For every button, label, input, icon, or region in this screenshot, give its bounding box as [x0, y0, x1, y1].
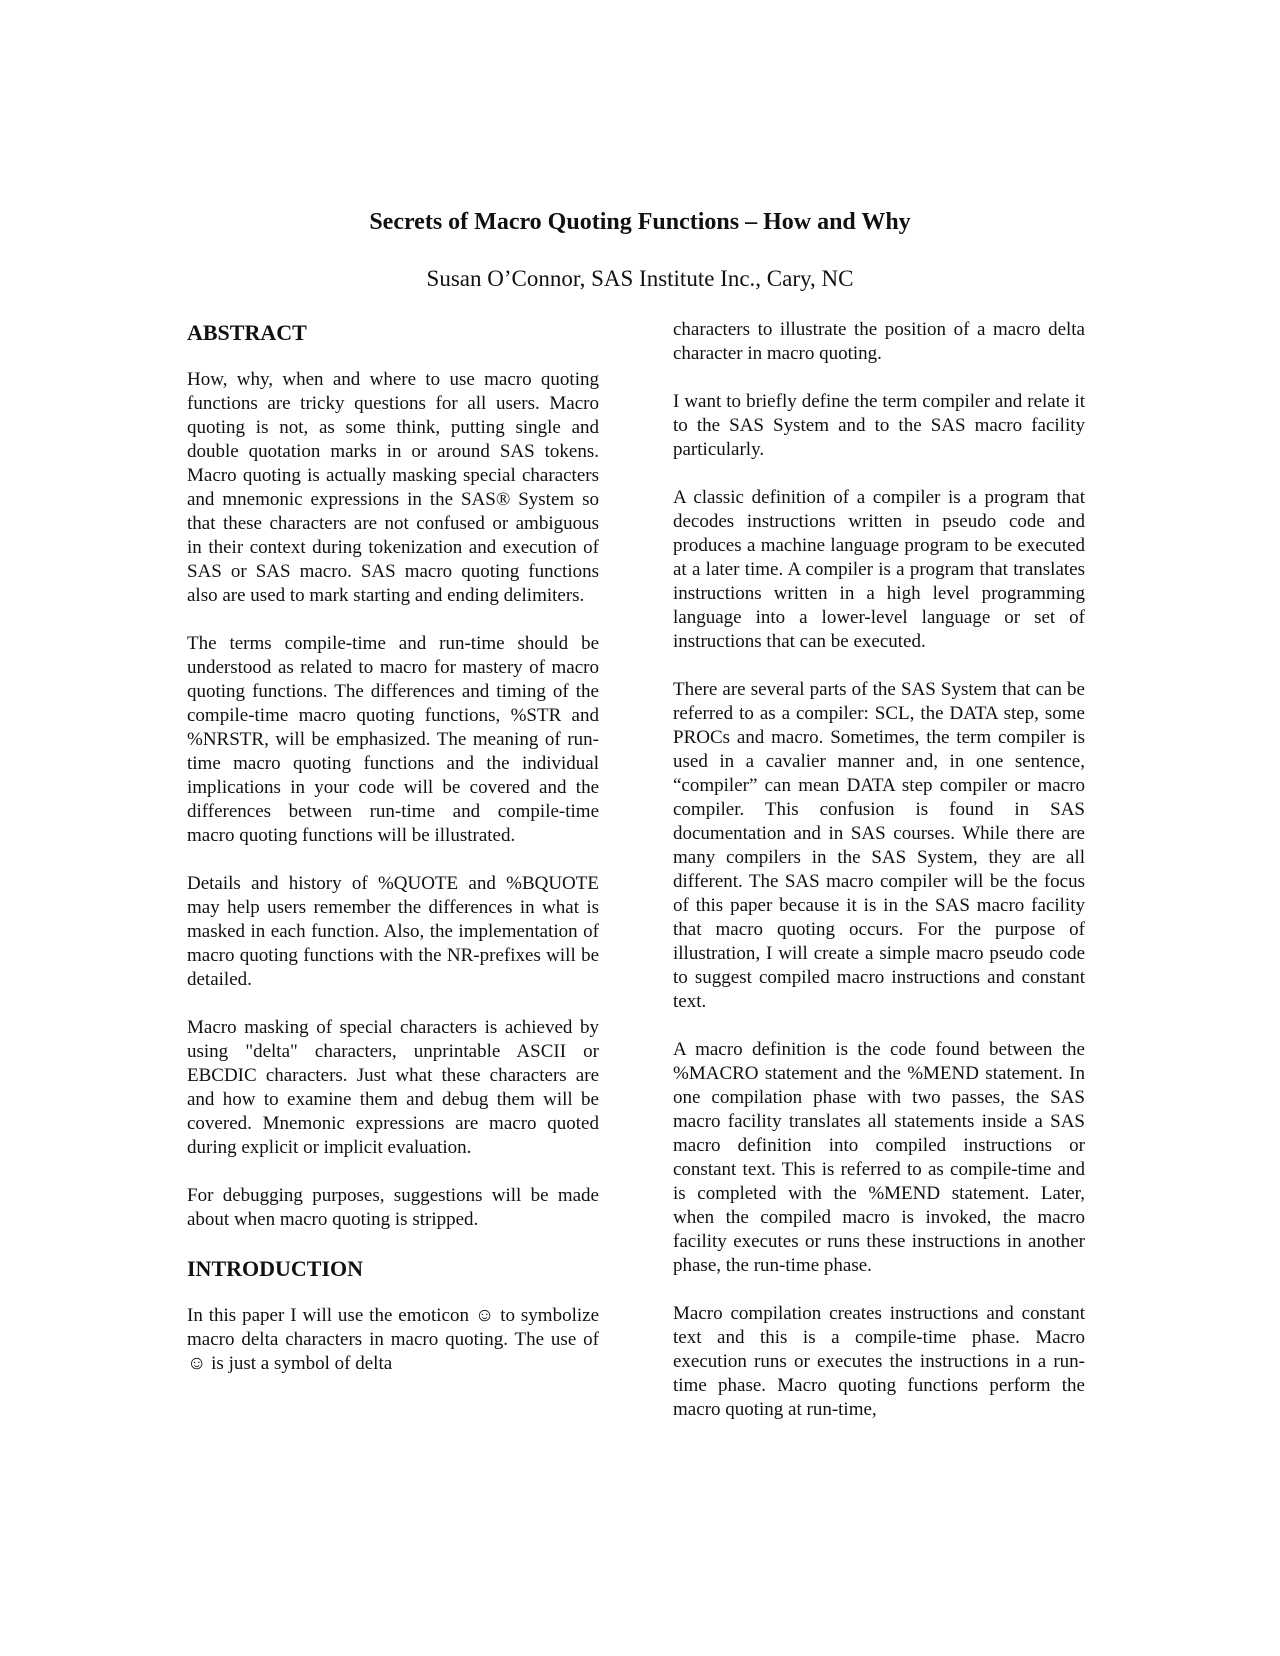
abstract-paragraph: Macro masking of special characters is achieved by using "delta" characters, unprintable ASCII or EBCDIC characters. Just what these characters are and how to examine them and debug them will be covered. Mnemonic expressions are macro quoted during explicit or implicit evaluation.: [187, 1017, 599, 1158]
abstract-paragraph: The terms compile-time and run-time should be understood as related to macro for mastery of macro quoting functions. The differences and timing of the compile-time macro quoting functions, %STR and %NRSTR, will be emphasized. The meaning of run-time macro quoting functions and the individual implications in your code will be covered and the differences between run-time and compile-time macro quoting functions will be illustrated.: [187, 633, 599, 846]
abstract-paragraph: Details and history of %QUOTE and %BQUOTE may help users remember the differences in what is masked in each function. Also, the implementation of macro quoting functions with the NR-prefixes will be detailed.: [187, 873, 599, 990]
body-paragraph: A macro definition is the code found between the %MACRO statement and the %MEND statement. In one compilation phase with two passes, the SAS macro facility translates all statements inside a SAS macro definition into compiled instructions or constant text. This is referred to as compile-time and is completed with the %MEND statement. Later, when the compiled macro is invoked, the macro facility executes or runs these instructions in another phase, the run-time phase.: [673, 1039, 1085, 1276]
body-paragraph: There are several parts of the SAS System that can be referred to as a compiler: SCL, the DATA step, some PROCs and macro. Sometimes, the term compiler is used in a cavalier manner and, in one sentence, “compiler” can mean DATA step compiler or macro compiler. This confusion is found in SAS documentation and in SAS courses. While there are many compilers in the SAS System, they are all different. The SAS macro compiler will be the focus of this paper because it is in the SAS macro facility that macro quoting occurs. For the purpose of illustration, I will create a simple macro pseudo code to suggest compiled macro instructions and constant text.: [673, 679, 1085, 1012]
paper-title: Secrets of Macro Quoting Functions – How and Why: [369, 209, 911, 235]
author-line: Susan O’Connor, SAS Institute Inc., Cary, NC: [426, 266, 854, 291]
abstract-heading: ABSTRACT: [187, 320, 307, 345]
introduction-paragraph: In this paper I will use the emoticon ☺ to symbolize macro delta characters in macro quoting. The use of ☺ is just a symbol of delta: [187, 1305, 599, 1374]
abstract-paragraph: How, why, when and where to use macro quoting functions are tricky questions for all users. Macro quoting is not, as some think, putting single and double quotation marks in or around SAS tokens. Macro quoting is actually masking special characters and mnemonic expressions in the SAS® System so that these characters are not confused or ambiguous in their context during tokenization and execution of SAS or SAS macro. SAS macro quoting functions also are used to mark starting and ending delimiters.: [187, 369, 599, 606]
abstract-paragraph: For debugging purposes, suggestions will be made about when macro quoting is stripped.: [187, 1185, 599, 1230]
body-paragraph: characters to illustrate the position of a macro delta character in macro quoting.: [673, 319, 1085, 364]
introduction-heading: INTRODUCTION: [187, 1256, 364, 1281]
body-paragraph: I want to briefly define the term compiler and relate it to the SAS System and to the SAS macro facility particularly.: [673, 391, 1085, 460]
body-paragraph: Macro compilation creates instructions and constant text and this is a compile-time phase. Macro execution runs or executes the instructions in a run-time phase. Macro quoting functions perform the macro quoting at run-time,: [673, 1303, 1085, 1420]
left-column: [187, 318, 599, 1376]
body-paragraph: A classic definition of a compiler is a program that decodes instructions written in pseudo code and produces a machine language program to be executed at a later time. A compiler is a program that translates instructions written in a high level programming language into a lower-level language or set of instructions that can be executed.: [673, 487, 1085, 652]
right-column: [673, 318, 1085, 1422]
